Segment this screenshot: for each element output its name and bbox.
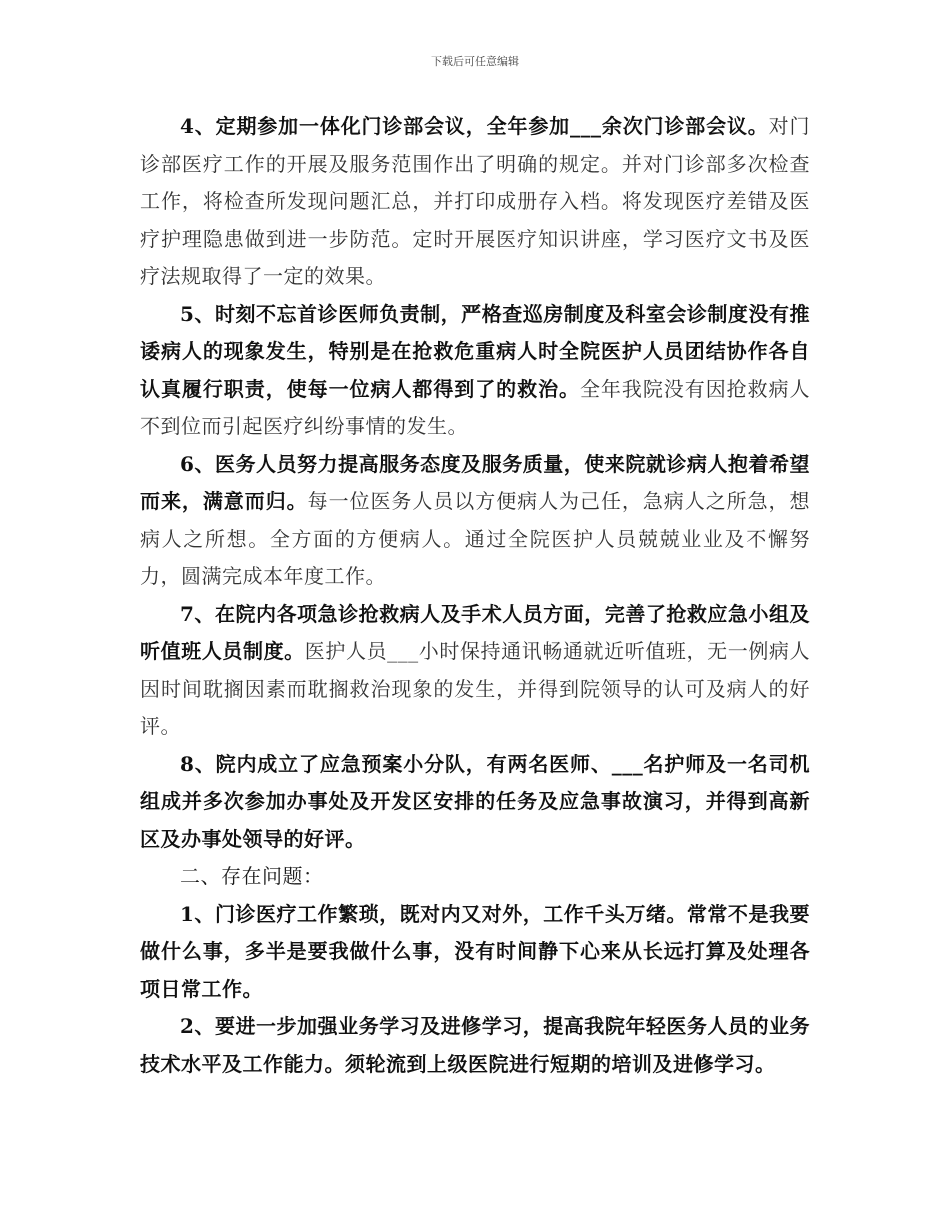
section-heading-problems — [140, 858, 810, 896]
paragraph-item-6 — [140, 446, 810, 596]
paragraph-normal-text: 对门诊部医疗工作的开展及服务范围作出了明确的规定。并对门诊部多次检查工作，将检查所发现问题汇总，并打印成册存入档。将发现医疗差错及医疗护理隐患做到进一步防范。定时开展医疗知识讲座，学习医疗文书及医疗法规取得了一定的效果。 — [140, 114, 811, 288]
problem-item-1 — [140, 896, 810, 1009]
paragraph-bold-text: 4、定期参加一体化门诊部会议，全年参加___余次门诊部会议。 — [180, 114, 769, 138]
paragraph-item-4 — [140, 108, 810, 296]
paragraph-bold-text: 6、医务人员努力提高服务态度及服务质量，使来院就诊病人抱着希望而来，满意而归。 — [140, 451, 810, 513]
problem-item-2 — [140, 1008, 810, 1083]
paragraph-normal-text: 每一位医务人员以方便病人为己任，急病人之所急，想病人之所想。全方面的方便病人。通过全院医护人员兢兢业业及不懈努力，圆满完成本年度工作。 — [140, 489, 811, 588]
paragraph-item-5 — [140, 296, 810, 446]
paragraph-item-8 — [140, 746, 810, 859]
paragraph-item-7 — [140, 596, 810, 746]
paragraph-bold-text: 1、门诊医疗工作繁琐，既对内又对外，工作千头万绪。常常不是我要做什么事，多半是要我做什么事，没有时间静下心来从长远打算及处理各项日常工作。 — [140, 901, 810, 1001]
paragraph-bold-text: 8、院内成立了应急预案小分队，有两名医师、___名护师及一名司机组成并多次参加办事处及开发区安排的任务及应急事故演习，并得到高新区及办事处领导的好评。 — [140, 751, 810, 851]
paragraph-normal-text: 全年我院没有因抢救病人不到位而引起医疗纠纷事情的发生。 — [140, 376, 811, 438]
paragraph-bold-text: 2、要进一步加强业务学习及进修学习，提高我院年轻医务人员的业务技术水平及工作能力。须轮流到上级医院进行短期的培训及进修学习。 — [140, 1014, 810, 1076]
section-heading-text: 二、存在问题： — [180, 864, 324, 888]
document-body — [140, 108, 810, 1083]
paragraph-bold-text: 7、在院内各项急诊抢救病人及手术人员方面，完善了抢救应急小组及听值班人员制度。 — [140, 601, 810, 663]
paragraph-bold-text: 5、时刻不忘首诊医师负责制，严格查巡房制度及科室会诊制度没有推诿病人的现象发生，特别是在抢救危重病人时全院医护人员团结协作各自认真履行职责，使每一位病人都得到了的救治。 — [140, 301, 810, 401]
paragraph-normal-text: 医护人员___小时保持通讯畅通就近听值班，无一例病人因时间耽搁因素而耽搁救治现象的发生，并得到院领导的认可及病人的好评。 — [140, 639, 811, 738]
page-header: 下载后可任意编辑 — [431, 55, 519, 68]
